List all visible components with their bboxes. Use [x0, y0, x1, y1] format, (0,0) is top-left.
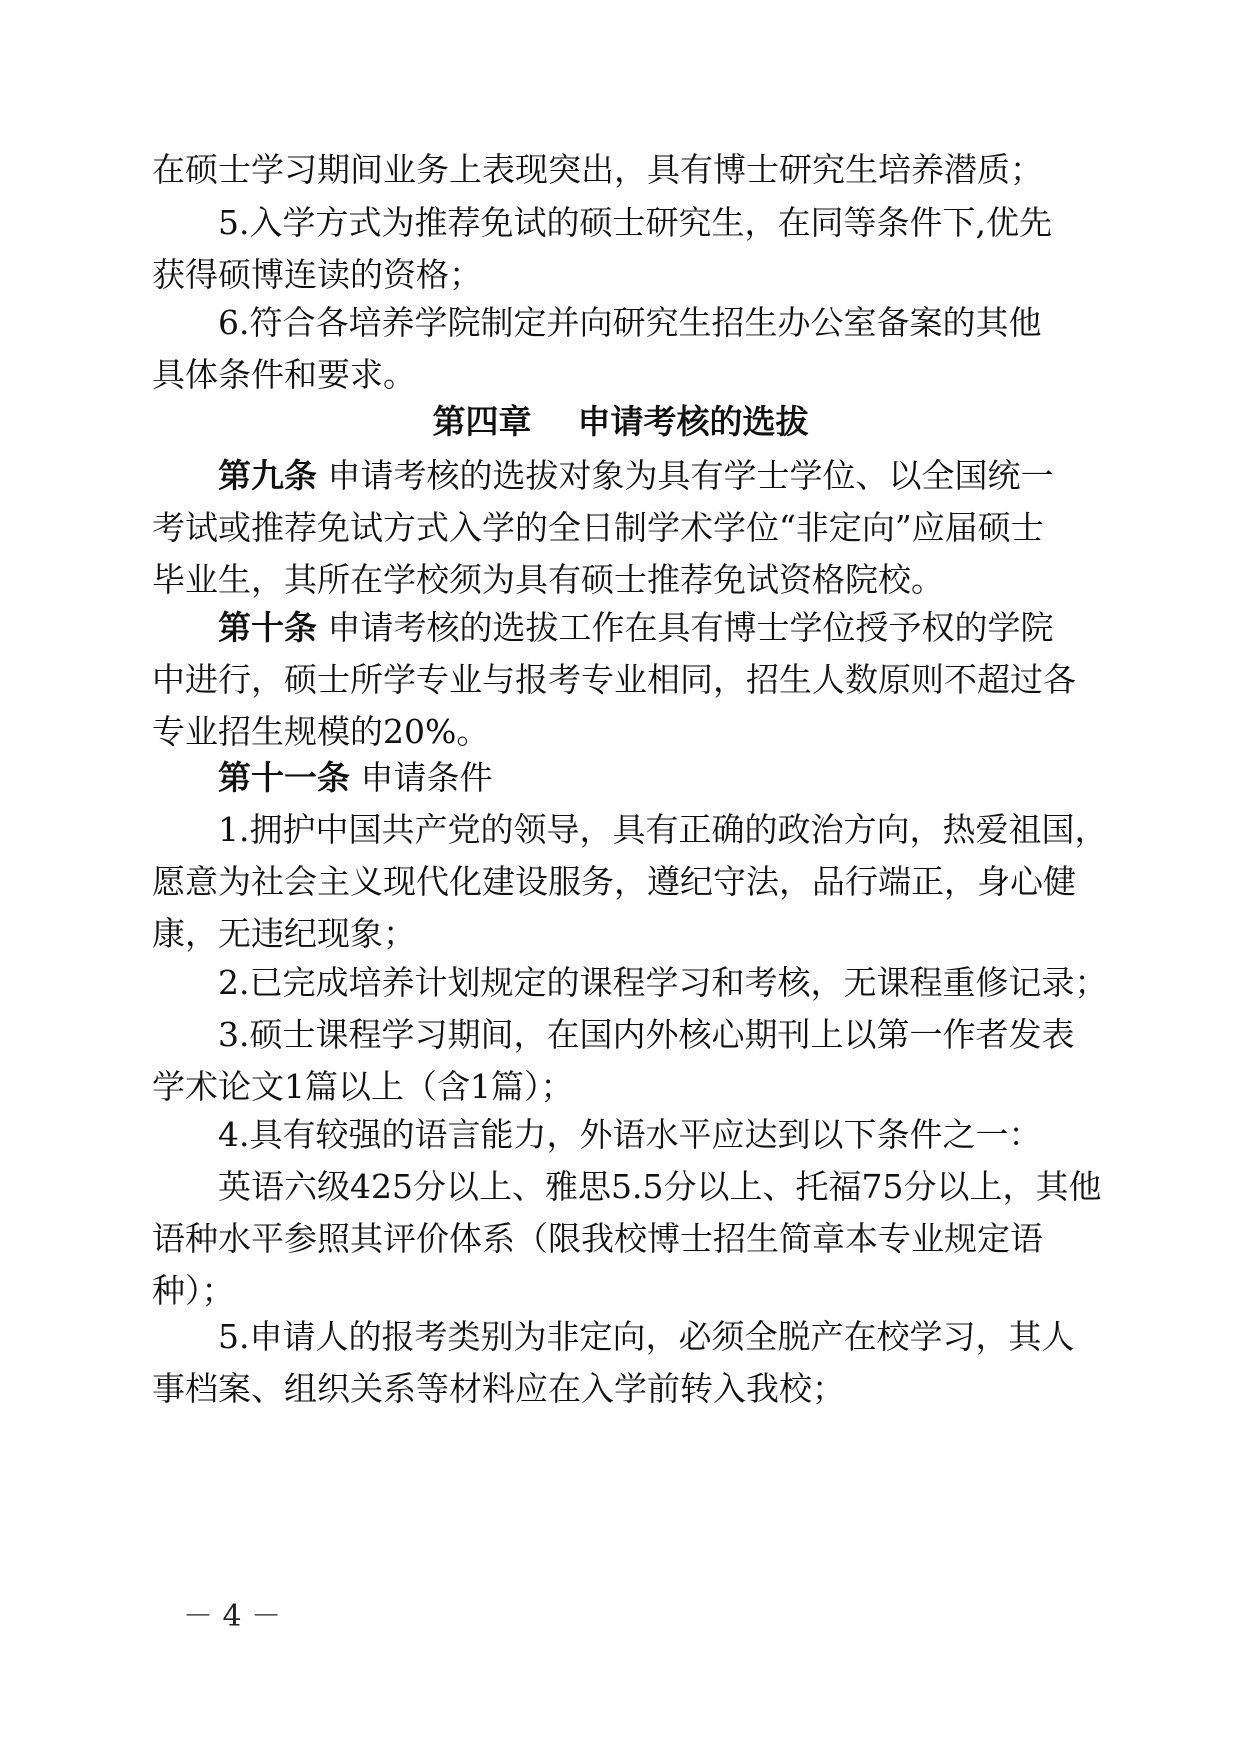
page-number: － 4 － [183, 1599, 282, 1634]
text-line: 毕业生，其所在学校须为具有硕士推荐免试资格院校。 [152, 560, 944, 599]
article-text: 申请考核的选拔工作在具有博士学位授予权的学院 [317, 608, 1054, 647]
text-line: 2.已完成培养计划规定的课程学习和考核，无课程重修记录； [218, 963, 1108, 1002]
text-line: 1.拥护中国共产党的领导，具有正确的政治方向，热爱祖国， [218, 810, 1108, 849]
text-line: 3.硕士课程学习期间，在国内外核心期刊上以第一作者发表 [218, 1015, 1075, 1054]
text-line: 英语六级425分以上、雅思5.5分以上、托福75分以上，其他 [218, 1167, 1102, 1206]
text-line: 学术论文1篇以上（含1篇）； [152, 1067, 574, 1106]
article-text: 申请考核的选拔对象为具有学士学位、以全国统一 [317, 456, 1054, 495]
chapter-heading: 第四章 申请考核的选拔 [432, 402, 809, 441]
text-line: 愿意为社会主义现代化建设服务，遵纪守法，品行端正，身心健 [152, 862, 1076, 901]
text-line [218, 608, 1054, 648]
text-line: 6.符合各培养学院制定并向研究生招生办公室备案的其他 [218, 303, 1042, 342]
article-label: 第十条 [218, 608, 317, 647]
text-line: 种）； [152, 1271, 235, 1310]
text-line: 考试或推荐免试方式入学的全日制学术学位“非定向”应届硕士 [152, 508, 1044, 547]
text-line: 事档案、组织关系等材料应在入学前转入我校； [152, 1369, 845, 1408]
text-line [218, 456, 1054, 496]
text-line: 康，无违纪现象； [152, 914, 416, 953]
text-line: 在硕士学习期间业务上表现突出，具有博士研究生培养潜质； [152, 150, 1043, 189]
text-line: 5.入学方式为推荐免试的硕士研究生，在同等条件下,优先 [218, 203, 1052, 242]
text-line: 具体条件和要求。 [152, 355, 416, 394]
text-line [218, 758, 493, 798]
article-text: 申请条件 [350, 758, 493, 797]
article-label: 第十一条 [218, 758, 350, 797]
text-line: 专业招生规模的20%。 [152, 712, 490, 751]
text-line: 中进行，硕士所学专业与报考专业相同，招生人数原则不超过各 [152, 660, 1076, 699]
text-line: 获得硕博连读的资格； [152, 255, 482, 294]
text-line: 5.申请人的报考类别为非定向，必须全脱产在校学习，其人 [218, 1317, 1075, 1356]
text-line: 4.具有较强的语言能力，外语水平应达到以下条件之一： [218, 1115, 1042, 1154]
text-line: 语种水平参照其评价体系（限我校博士招生简章本专业规定语 [152, 1219, 1043, 1258]
article-label: 第九条 [218, 456, 317, 495]
